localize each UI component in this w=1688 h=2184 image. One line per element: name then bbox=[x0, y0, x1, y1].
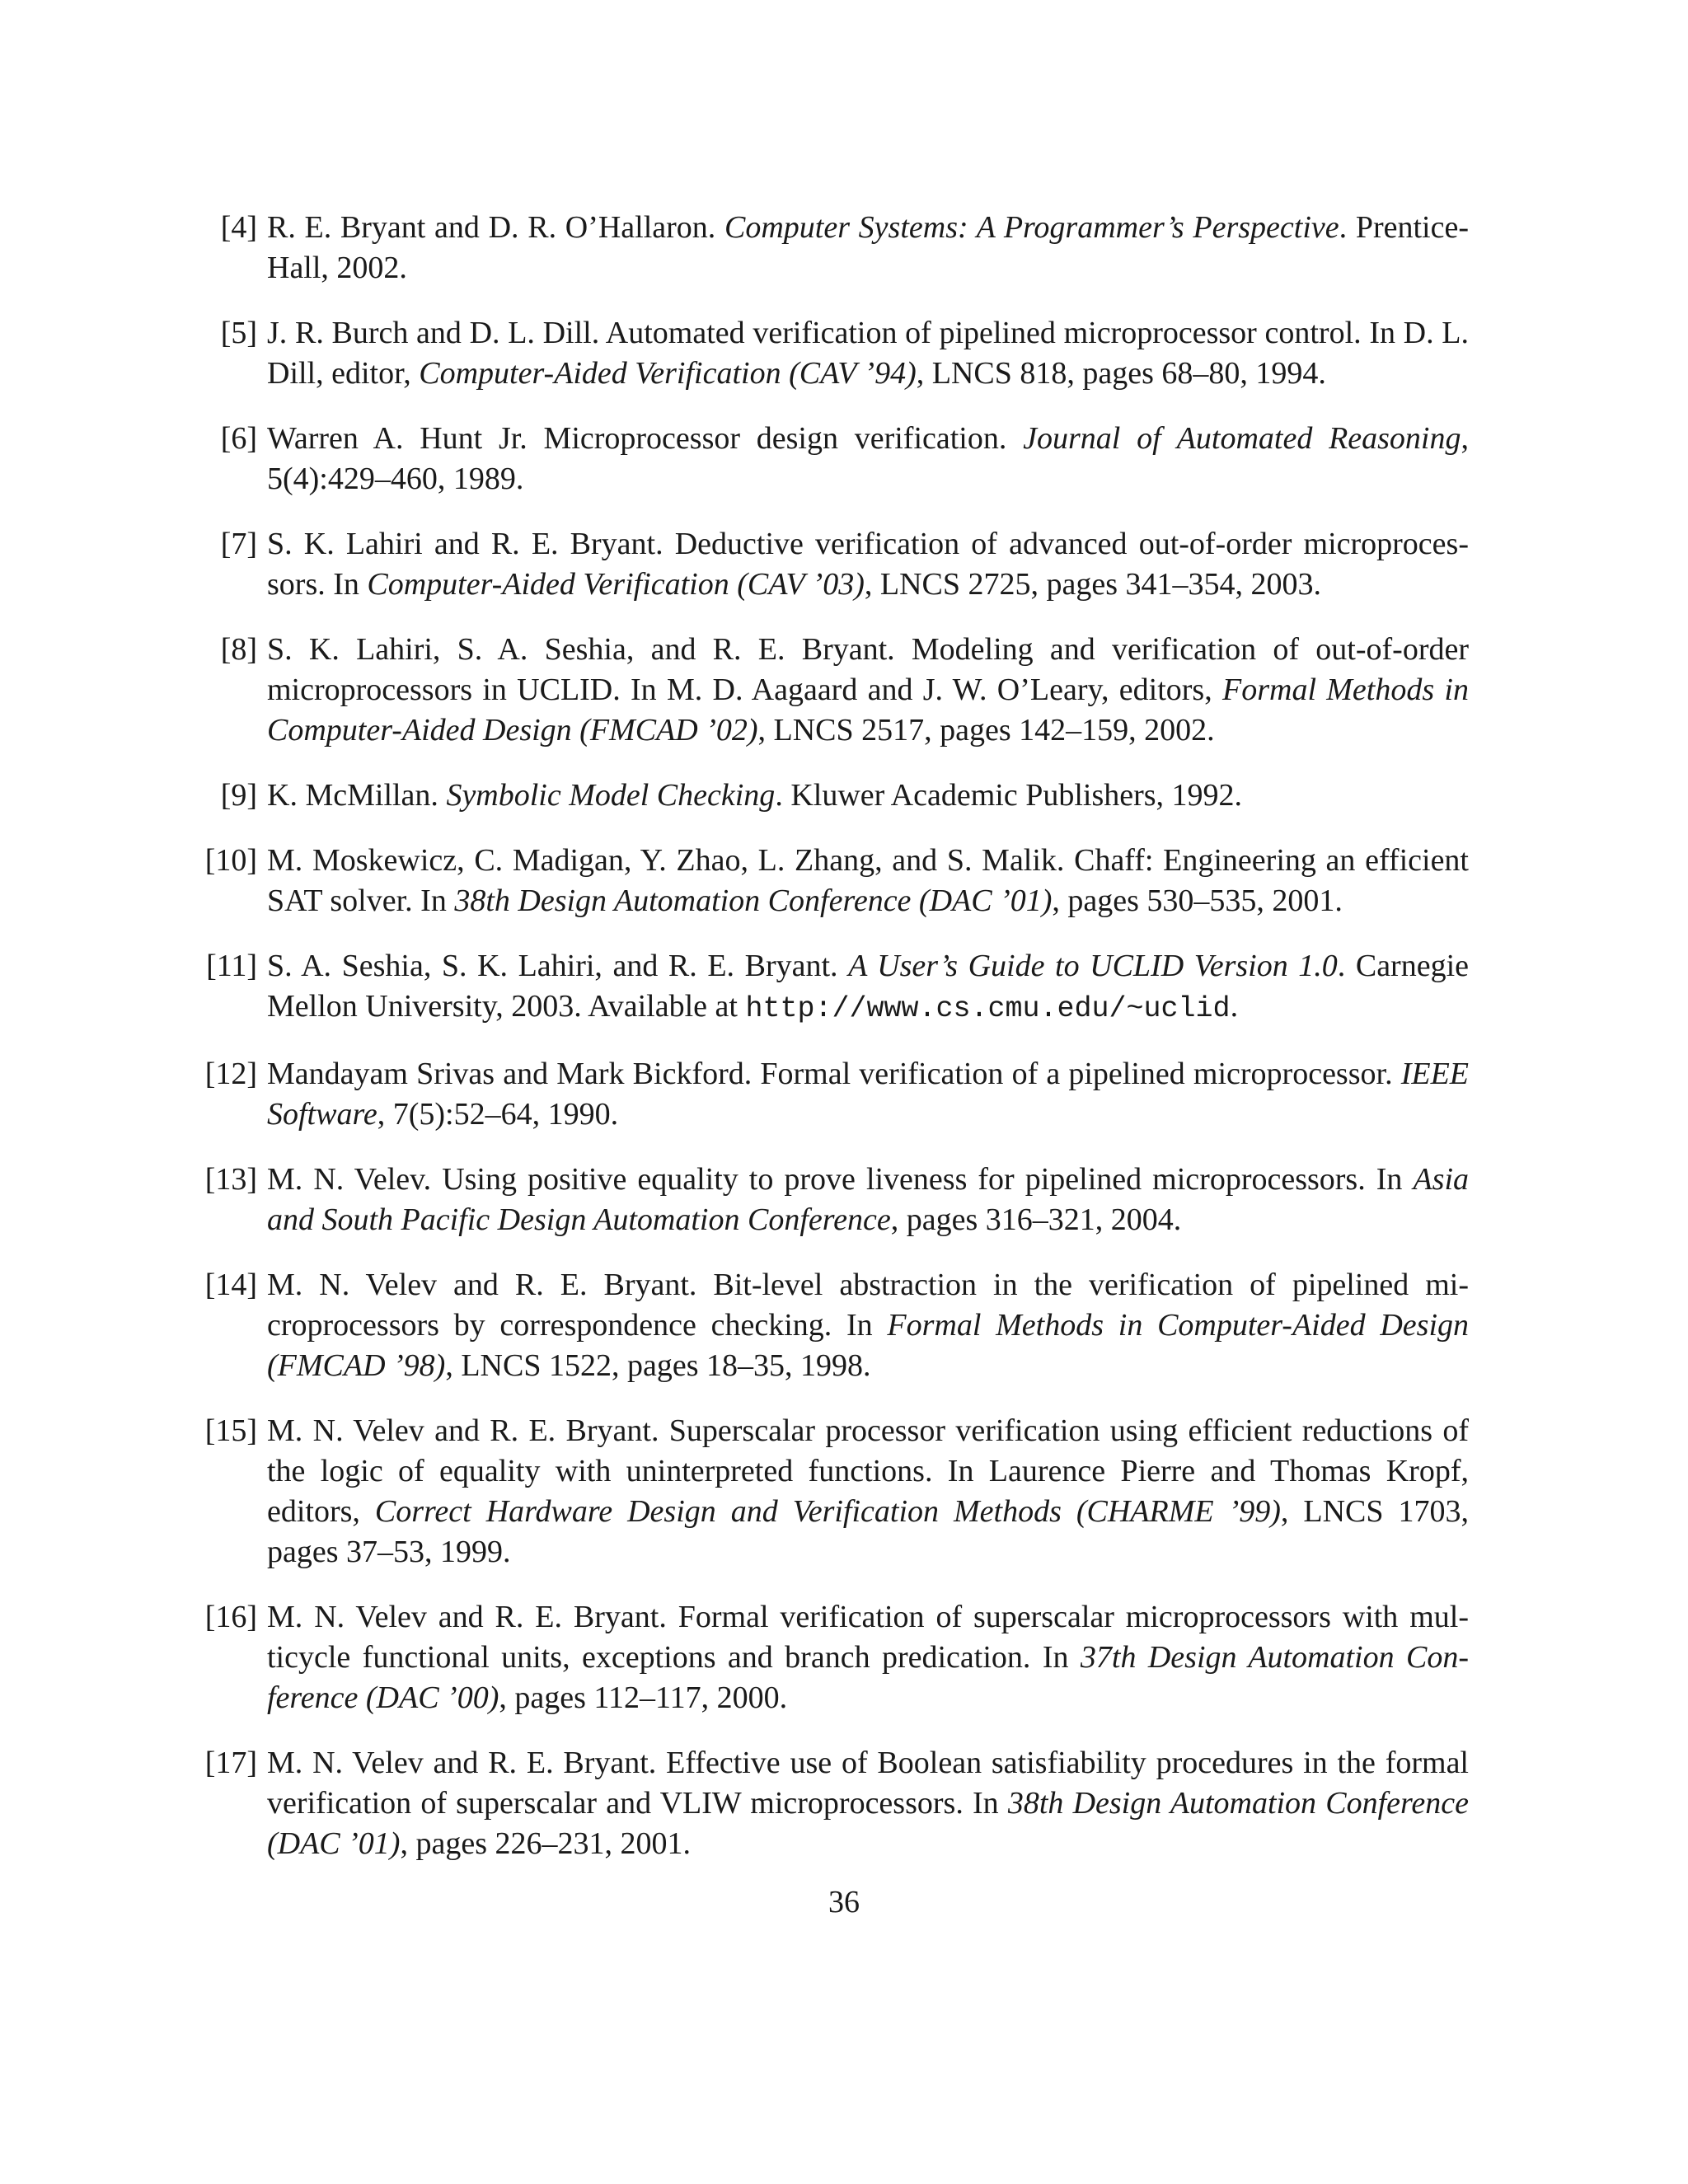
reference-text-segment: S. K. Lahiri, S. A. Seshia, and R. E. Bryant. Modeling and verification of out-of-order microprocessors in UCLID. In M. D. Aagaard and J. W. O’Leary, editors, bbox=[267, 632, 1469, 707]
reference-text-segment: J. R. Burch and D. L. Dill. Automated verification of pipelined microprocessor control. In D. L. Dill, editor, bbox=[267, 316, 1469, 391]
reference-entry bbox=[198, 524, 1469, 605]
reference-text-segment: Warren A. Hunt Jr. Microprocessor design verification. bbox=[267, 421, 1024, 456]
reference-text-segment: , LNCS 2725, pages 341–354, 2003. bbox=[864, 567, 1322, 602]
reference-entry bbox=[198, 1597, 1469, 1718]
reference-text-segment: , pages 316–321, 2004. bbox=[890, 1202, 1182, 1237]
reference-entry bbox=[198, 946, 1469, 1029]
reference-entry bbox=[198, 630, 1469, 751]
reference-text bbox=[267, 1054, 1469, 1135]
reference-title-italic: A User’s Guide to UCLID Version 1.0 bbox=[848, 949, 1338, 983]
reference-text bbox=[267, 630, 1469, 751]
reference-number: [6] bbox=[220, 421, 257, 456]
reference-text-segment: . Carnegie Mellon University, 2003. Available at bbox=[267, 949, 1469, 1024]
reference-text-segment: , LNCS 2517, pages 142–159, 2002. bbox=[757, 713, 1215, 748]
reference-number: [17] bbox=[204, 1746, 257, 1780]
reference-number: [5] bbox=[220, 316, 257, 350]
reference-number: [16] bbox=[204, 1600, 257, 1634]
reference-text bbox=[267, 1597, 1469, 1718]
reference-number: [4] bbox=[220, 210, 257, 245]
reference-title-italic: Formal Methods in Computer-Aided Design (FMCAD ’98) bbox=[267, 1308, 1469, 1383]
reference-entry bbox=[198, 1265, 1469, 1386]
reference-text-segment: M. N. Velev. Using positive equality to prove liveness for pipelined microprocessors. In bbox=[267, 1162, 1414, 1197]
reference-text-segment: , LNCS 818, pages 68–80, 1994. bbox=[916, 356, 1326, 391]
reference-entry bbox=[198, 208, 1469, 288]
reference-text-segment: . Prentice-Hall, 2002. bbox=[267, 210, 1469, 285]
reference-text bbox=[267, 313, 1469, 394]
reference-title-italic: 37th Design Automation Conference (DAC ’00) bbox=[267, 1640, 1469, 1715]
reference-entry bbox=[198, 1160, 1469, 1240]
reference-text-segment: Mandayam Srivas and Mark Bickford. Formal verification of a pipelined microprocessor. bbox=[267, 1057, 1401, 1091]
reference-text-segment: M. N. Velev and R. E. Bryant. Effective use of Boolean satisfiability procedures in the formal verification of superscalar and VLIW microprocessors. In bbox=[267, 1746, 1469, 1821]
reference-text-segment: R. E. Bryant and D. R. O’Hallaron. bbox=[267, 210, 724, 245]
reference-text-segment: , 7(5):52–64, 1990. bbox=[377, 1097, 619, 1132]
reference-text-segment: , LNCS 1703, pages 37–53, 1999. bbox=[267, 1494, 1469, 1569]
reference-title-italic: Computer Systems: A Programmer’s Perspective bbox=[724, 210, 1339, 245]
reference-text bbox=[267, 1265, 1469, 1386]
reference-text bbox=[267, 1411, 1469, 1572]
reference-text bbox=[267, 208, 1469, 288]
reference-number: [13] bbox=[204, 1162, 257, 1197]
reference-title-italic: 38th Design Automation Conference (DAC ’01) bbox=[454, 883, 1053, 918]
reference-title-italic: Journal of Automated Reasoning bbox=[1023, 421, 1461, 456]
reference-title-italic: Computer-Aided Verification (CAV ’94) bbox=[419, 356, 917, 391]
page-number: 36 bbox=[828, 1885, 860, 1919]
reference-text bbox=[267, 1160, 1469, 1240]
reference-title-italic: 38th Design Automation Conference (DAC ’01) bbox=[267, 1786, 1469, 1861]
reference-text-segment: , pages 530–535, 2001. bbox=[1052, 883, 1343, 918]
reference-text-segment: . Kluwer Academic Publishers, 1992. bbox=[775, 778, 1243, 813]
reference-text bbox=[267, 946, 1469, 1029]
reference-number: [9] bbox=[220, 778, 257, 813]
reference-text-segment: M. N. Velev and R. E. Bryant. Bit-level abstraction in the verification of pipelined microprocessors by correspondence checking. In bbox=[267, 1268, 1469, 1343]
reference-text-segment: . bbox=[1230, 989, 1239, 1024]
reference-text bbox=[267, 1743, 1469, 1864]
reference-entry bbox=[198, 776, 1469, 816]
reference-text-segment: M. Moskewicz, C. Madigan, Y. Zhao, L. Zhang, and S. Malik. Chaff: Engineering an efficient SAT solver. In bbox=[267, 843, 1469, 918]
reference-number: [12] bbox=[204, 1057, 257, 1091]
reference-text-segment: S. K. Lahiri and R. E. Bryant. Deductive verification of advanced out-of-order microprocessors. In bbox=[267, 527, 1469, 602]
reference-title-italic: Correct Hardware Design and Verification Methods (CHARME ’99) bbox=[374, 1494, 1281, 1529]
reference-text bbox=[267, 776, 1469, 816]
reference-entry bbox=[198, 1411, 1469, 1572]
reference-title-italic: Symbolic Model Checking bbox=[446, 778, 776, 813]
reference-number: [8] bbox=[220, 632, 257, 667]
reference-text-segment: , LNCS 1522, pages 18–35, 1998. bbox=[445, 1348, 871, 1383]
reference-list bbox=[198, 208, 1469, 1889]
reference-text-segment: , 5(4):429–460, 1989. bbox=[267, 421, 1469, 496]
reference-text-segment: , pages 226–231, 2001. bbox=[400, 1826, 691, 1861]
reference-title-italic: Formal Methods in Computer-Aided Design (FMCAD ’02) bbox=[267, 673, 1469, 748]
reference-number: [14] bbox=[204, 1268, 257, 1302]
reference-title-italic: Asia and South Pacific Design Automation Conference bbox=[267, 1162, 1469, 1237]
reference-title-italic: Computer-Aided Verification (CAV ’03) bbox=[367, 567, 865, 602]
reference-text-segment: S. A. Seshia, S. K. Lahiri, and R. E. Bryant. bbox=[267, 949, 849, 983]
reference-title-italic: IEEE Software bbox=[267, 1057, 1469, 1132]
reference-entry bbox=[198, 841, 1469, 921]
reference-entry bbox=[198, 1054, 1469, 1135]
reference-entry bbox=[198, 1743, 1469, 1864]
reference-text bbox=[267, 841, 1469, 921]
reference-text-segment: M. N. Velev and R. E. Bryant. Formal verification of superscalar microprocessors with multicycle functional units, exceptions and branch predication. In bbox=[267, 1600, 1469, 1675]
reference-number: [15] bbox=[204, 1413, 257, 1448]
reference-entry bbox=[198, 419, 1469, 499]
reference-number: [11] bbox=[206, 949, 257, 983]
reference-text bbox=[267, 524, 1469, 605]
reference-text-segment: M. N. Velev and R. E. Bryant. Superscalar processor verification using efficient reductions of the logic of equality with uninterpreted functions. In Laurence Pierre and Thomas Kropf, editors, bbox=[267, 1413, 1469, 1529]
reference-text-segment: K. McMillan. bbox=[267, 778, 447, 813]
reference-number: [10] bbox=[204, 843, 257, 878]
reference-text-segment: , pages 112–117, 2000. bbox=[499, 1680, 788, 1715]
reference-entry bbox=[198, 313, 1469, 394]
reference-url: http://www.cs.cmu.edu/~uclid bbox=[745, 992, 1231, 1025]
reference-text bbox=[267, 419, 1469, 499]
reference-number: [7] bbox=[220, 527, 257, 561]
